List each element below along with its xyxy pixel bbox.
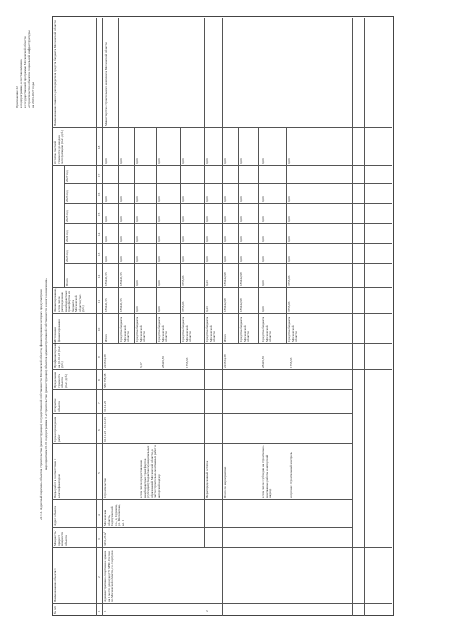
total-funded: 223534,38 <box>223 354 227 368</box>
row1-source-rem: 0,00 <box>135 158 139 164</box>
header-name: Наименование объекта/1 <box>53 568 57 602</box>
row1-source-y26: 0,00 <box>157 216 161 222</box>
total-source-y24: 0,00 <box>239 256 243 262</box>
row2-source-total: 0,43 <box>205 306 209 312</box>
total-source-y27: 0,00 <box>261 196 265 202</box>
header-2023: 2023 год <box>65 250 69 262</box>
total-note-2: и прочие: строительный контроль <box>289 452 293 498</box>
colnum: 7 <box>96 402 101 404</box>
row1-source-y24: 0,00 <box>157 256 161 262</box>
colnum: 10 <box>96 327 101 331</box>
section-title-2: мероприятием 01.01 подпрограммы 3 «Строительство (реконструкция) объектов административной собственности и иного назначения» <box>44 278 48 470</box>
row2-source-y27: 0,00 <box>205 196 209 202</box>
row2-source-y26: 0,00 <box>205 216 209 222</box>
total-source-y26: 0,00 <box>261 216 265 222</box>
row1-open-date: 31.12.25 <box>103 400 107 412</box>
total-source-y25: 0,00 <box>261 236 265 242</box>
row1-source-rem: 0,00 <box>181 158 185 164</box>
colnum: 15 <box>96 212 101 216</box>
header-sources: Источники финансирования <box>53 319 61 342</box>
row1-source-label: Средства бюджета Московской области <box>181 316 192 342</box>
colnum: 11 <box>96 299 101 303</box>
total-source-label: Средства бюджета Московской области <box>261 316 272 342</box>
total-source-y23: 0,00 <box>261 280 265 286</box>
appendix-line-2: к государственной программе Московской области <box>23 36 27 108</box>
row1-source-y25: 0,00 <box>119 236 123 242</box>
header-customer: Наименование главного распорядителя средств бюджета Московской области <box>53 20 57 126</box>
row2-source-y23: 0,43 <box>205 280 209 286</box>
row1-source-y24: 0,00 <box>181 256 185 262</box>
row2-source-rem: 0,00 <box>205 158 209 164</box>
row1-source-total: 0,00 <box>135 306 139 312</box>
total-source-y23: 186442,98 <box>239 272 243 286</box>
total-source-y24: 0,00 <box>287 256 291 262</box>
header-total: Всего <box>65 278 69 286</box>
colnum: 13 <box>96 252 101 256</box>
row1-source-label: Средства бюджета Московской области <box>135 316 146 342</box>
header-cost: Предельная стоимость объекта (тыс. руб.) <box>53 372 68 388</box>
header-open-date: Открытие объекта <box>53 398 61 412</box>
total-source-y23: 3755,06 <box>287 275 291 286</box>
row1-name: Административно-спортивное здание на 1 место для нужд ГУ МЧС России по Московской области, г.о. Серпухов <box>103 550 114 602</box>
row1-source-y23: 186441,55 <box>104 272 108 286</box>
total-source-y25: 0,00 <box>287 236 291 242</box>
total-source-total: 3755,06 <box>287 301 291 312</box>
row1-source-y23: 3755,06 <box>181 275 185 286</box>
total-source-rem: 0,00 <box>287 158 291 164</box>
header-address: Адрес объекта <box>53 506 57 526</box>
appendix-line-1: к подпрограмме, к постановлению <box>19 59 23 108</box>
colnum: 17 <box>96 173 101 177</box>
total-source-y25: 0,00 <box>239 236 243 242</box>
section-title: «9.1.2. Адресный перечень объектов строительства (реконструкции) государственной собственности Московской области, финансирование которых предусмотрено <box>39 288 43 520</box>
row1-source-y27: 0,00 <box>181 196 185 202</box>
header-2024: 2024 год <box>65 230 69 242</box>
total-source-y27: 0,00 <box>239 196 243 202</box>
row1-source-total: 186441,55 <box>119 298 123 312</box>
total-source-y26: 0,00 <box>287 216 291 222</box>
row1-deadlines: 01.11.23 - 31.12.25 <box>103 417 107 442</box>
header-2026: 2026 год <box>65 190 69 202</box>
total-note: в том числе: субсидии на строительно-монтажные работы и авторский надзор <box>261 445 272 498</box>
total-source-y27: 0,00 <box>287 196 291 202</box>
row1-funded-3: 28426,56 <box>161 356 165 368</box>
row1-source-y23: 186441,55 <box>119 272 123 286</box>
row1-note: в том числе предоставление межбюджетных трансфертов (субсидий) бюджетам муниципальных образований Московской области, в части строительно-монтажных работ и авторский надзор <box>139 445 161 498</box>
colnum: 4 <box>96 514 101 516</box>
total-source-total: 0,00 <box>261 306 265 312</box>
row1-source-y27: 0,00 <box>104 196 108 202</box>
row1-source-y23: 0,00 <box>157 280 161 286</box>
total-source-label: Итого <box>223 333 227 342</box>
colnum: 16 <box>96 192 101 196</box>
row1-source-y25: 0,00 <box>104 236 108 242</box>
row1-source-y24: 0,00 <box>135 256 139 262</box>
row1-works: Строительство <box>103 477 107 498</box>
row1-source-y25: 0,00 <box>157 236 161 242</box>
total-source-y26: 0,00 <box>223 216 227 222</box>
total-funded-3: 1755,63 <box>289 357 293 368</box>
total-source-y24: 0,00 <box>223 256 227 262</box>
row1-source-y23: 0,00 <box>135 280 139 286</box>
row1-source-y24: 0,00 <box>104 256 108 262</box>
total-label: Всего по мероприятию <box>223 466 227 498</box>
row1-source-y26: 0,00 <box>181 216 185 222</box>
row1-source-rem: 0,00 <box>157 158 161 164</box>
total-source-rem: 0,00 <box>239 158 243 164</box>
row1-source-y25: 0,00 <box>135 236 139 242</box>
header-2025: 2025 год <box>65 210 69 222</box>
row1-source-cust: Министерство строительного комплекса Московской области <box>104 42 108 126</box>
row1-funded-4: 1755,63 <box>185 357 189 368</box>
row1-source-y26: 0,00 <box>104 216 108 222</box>
row1-source-y27: 0,00 <box>157 196 161 202</box>
appendix-line-3: «Строительство объектов социальной инфраструктуры <box>27 30 31 108</box>
total-source-total: 186442,98 <box>239 298 243 312</box>
total-source-total: 186442,98 <box>223 298 227 312</box>
row1-source-label: Средства бюджета Московской области <box>157 316 168 342</box>
row1-source-y27: 0,00 <box>119 196 123 202</box>
colnum: 2 <box>96 576 101 578</box>
row1-capacity: 3451,26 м² <box>103 531 107 546</box>
colnum: 8 <box>96 379 101 381</box>
row1-source-rem: 0,00 <box>104 158 108 164</box>
total-source-y23: 186442,98 <box>223 272 227 286</box>
appendix-line-4: на 2023-2027 годы <box>31 82 35 108</box>
total-source-rem: 0,00 <box>261 158 265 164</box>
total-source-y25: 0,00 <box>223 236 227 242</box>
colnum: 3 <box>96 538 101 540</box>
row1-cost: 580 758,38 <box>103 373 107 388</box>
row2-num: 2 <box>205 610 209 612</box>
colnum: 18 <box>96 145 101 149</box>
row1-source-total: 186441,55 <box>104 298 108 312</box>
row1-source-rem: 0,00 <box>119 158 123 164</box>
row2-source-y25: 0,00 <box>205 236 209 242</box>
colnum: 12 <box>96 274 101 278</box>
row2-source-label: Средства бюджета Московской области <box>205 316 216 342</box>
row1-num: 1 <box>103 610 107 612</box>
colnum: 14 <box>96 232 101 236</box>
row1-source-total: 3755,06 <box>181 301 185 312</box>
total-source-label: Средства бюджета Московской области <box>287 316 298 342</box>
colnum: 5 <box>96 472 101 474</box>
colnum: 1 <box>96 610 101 612</box>
row1-source-y26: 0,00 <box>135 216 139 222</box>
header-capacity: Мощность/ прирост мощности объекта <box>53 530 68 546</box>
row1-address: Московская область, Серпуховский г.о., д. Судимля, ул. Московская, вл. 1 <box>103 504 125 526</box>
row1-funded-2: 6,17 <box>139 362 143 368</box>
header-num: № п/п <box>53 605 57 614</box>
header-works: Виды работ в соответствии с классификатором <box>53 458 61 498</box>
row1-source-y24: 0,00 <box>119 256 123 262</box>
row2-name: Нераспределенный остаток <box>205 460 209 498</box>
total-source-y27: 0,00 <box>223 196 227 202</box>
row1-source-label: Средства бюджета Московской области <box>119 316 130 342</box>
header-deadlines: Сроки проведения работ <box>53 416 61 442</box>
header-funding-group: Финансирование, в том числе распределение межбюджетных трансфертов из бюджета Московской области (тыс. руб.) <box>53 288 85 312</box>
row1-source-label: Итого <box>104 333 108 342</box>
row1-source-total: 0,00 <box>157 306 161 312</box>
row1-source-y27: 0,00 <box>135 196 139 202</box>
total-source-label: Средства бюджета Московской области <box>239 316 250 342</box>
colnum: 9 <box>96 356 101 358</box>
row2-source-y24: 0,00 <box>205 256 209 262</box>
total-funded-2: 28426,56 <box>261 356 265 368</box>
appendix-number: Приложение 22 <box>15 86 19 108</box>
header-funded-before: Профинансировано на 01.01.23 (тыс. руб.) <box>53 341 64 368</box>
header-remaining: Остаток сметной стоимости до ввода в эксплуатацию (тыс. руб.) <box>53 129 64 164</box>
row1-source-y25: 0,00 <box>181 236 185 242</box>
colnum: 6 <box>96 429 101 431</box>
row1-source-y26: 0,00 <box>119 216 123 222</box>
total-source-rem: 0,00 <box>223 158 227 164</box>
row1-funded: 223534,38 <box>103 354 107 368</box>
total-source-y26: 0,00 <box>239 216 243 222</box>
total-source-y24: 0,00 <box>261 256 265 262</box>
header-2027: 2027 год <box>65 170 69 182</box>
